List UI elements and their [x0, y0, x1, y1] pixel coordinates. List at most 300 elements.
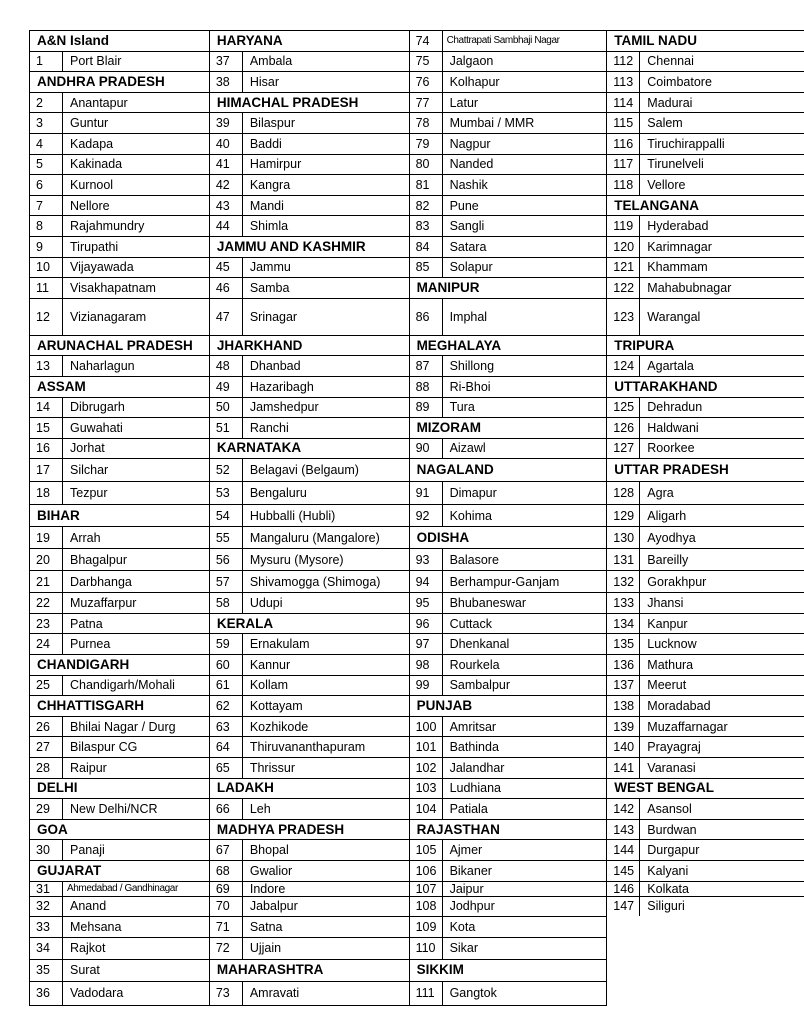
city-row	[210, 376, 409, 397]
city-row	[210, 257, 409, 278]
city-number: 38	[210, 72, 243, 92]
city-name: Haldwani	[647, 420, 699, 435]
city-name: Tezpur	[70, 486, 108, 501]
city-number: 61	[210, 676, 243, 696]
city-name: Srinagar	[249, 309, 298, 324]
city-row	[210, 798, 409, 819]
city-name: Prayagraj	[647, 740, 701, 755]
city-row	[30, 236, 209, 257]
city-number: 24	[30, 634, 63, 654]
city-number: 105	[410, 840, 443, 860]
city-name: Patna	[70, 616, 103, 631]
city-name: Mangaluru (Mangalore)	[249, 530, 380, 545]
state-header	[30, 819, 209, 840]
state-name: HIMACHAL PRADESH	[216, 94, 359, 110]
city-number: 54	[210, 505, 243, 526]
city-name: Ernakulam	[249, 637, 310, 652]
city-number: 113	[607, 72, 640, 92]
city-name: Bhubaneswar	[449, 596, 527, 611]
city-row	[410, 438, 607, 459]
state-header	[607, 376, 804, 397]
city-name: Silchar	[70, 463, 109, 478]
city-name: Tiruchirappalli	[647, 136, 725, 151]
city-number: 51	[210, 418, 243, 438]
city-row	[410, 736, 607, 757]
city-name: Jhansi	[647, 596, 684, 611]
city-name: Gwalior	[249, 863, 293, 878]
city-name: Meerut	[647, 678, 687, 693]
city-row	[607, 654, 804, 675]
city-row	[607, 736, 804, 757]
city-number: 100	[410, 717, 443, 737]
city-row	[607, 112, 804, 133]
city-row	[30, 798, 209, 819]
city-name: Panaji	[70, 843, 105, 858]
city-name: Visakhapatnam	[70, 280, 156, 295]
city-number: 138	[607, 696, 640, 716]
city-name: Bikaner	[449, 863, 492, 878]
city-number: 62	[210, 696, 243, 716]
city-name: Pune	[449, 198, 479, 213]
city-number: 137	[607, 676, 640, 696]
state-header	[210, 959, 409, 981]
city-row	[210, 112, 409, 133]
state-header	[210, 613, 409, 634]
city-number: 35	[30, 960, 63, 981]
state-header	[607, 195, 804, 216]
city-name: Shillong	[449, 359, 495, 374]
city-number: 115	[607, 113, 640, 133]
city-row	[30, 51, 209, 72]
city-name: Kollam	[249, 678, 289, 693]
city-row	[30, 613, 209, 634]
city-number: 142	[607, 799, 640, 819]
city-row	[210, 916, 409, 937]
city-number: 47	[210, 299, 243, 335]
city-name: Kakinada	[70, 157, 123, 172]
city-row	[210, 154, 409, 175]
city-number: 109	[410, 917, 443, 937]
city-number: 34	[30, 938, 63, 959]
city-name: Jabalpur	[249, 899, 298, 914]
city-name: Tirupathi	[70, 239, 119, 254]
city-row	[410, 860, 607, 881]
city-row	[607, 716, 804, 737]
city-name: Nashik	[449, 177, 488, 192]
city-number: 83	[410, 216, 443, 236]
state-header	[410, 526, 607, 548]
city-number: 108	[410, 897, 443, 917]
city-row	[210, 215, 409, 236]
city-row	[607, 757, 804, 778]
state-name: A&N Island	[37, 32, 110, 48]
city-number: 81	[410, 175, 443, 195]
city-number: 86	[410, 299, 443, 335]
state-name: NAGALAND	[416, 462, 494, 478]
city-number: 144	[607, 840, 640, 860]
city-row	[210, 298, 409, 335]
state-header	[210, 438, 409, 459]
state-header	[210, 92, 409, 113]
city-row	[607, 298, 804, 335]
city-name: Mehsana	[70, 919, 122, 934]
column-3	[410, 30, 608, 1006]
city-name: Jammu	[249, 260, 291, 275]
city-row	[210, 504, 409, 526]
city-name: Agra	[647, 486, 674, 501]
state-header	[410, 458, 607, 481]
city-number: 134	[607, 614, 640, 634]
city-row	[410, 592, 607, 613]
city-name: Kota	[449, 919, 476, 934]
city-row	[210, 896, 409, 917]
city-row	[210, 839, 409, 860]
city-name: Patiala	[449, 802, 488, 817]
state-name: MEGHALAYA	[416, 337, 502, 353]
state-name: CHHATTISGARH	[37, 698, 144, 714]
state-header	[410, 277, 607, 298]
city-row	[30, 675, 209, 696]
city-name: Dehradun	[647, 400, 703, 415]
city-number: 2	[30, 93, 63, 113]
city-row	[410, 174, 607, 195]
state-name: LADAKH	[216, 780, 274, 796]
city-number: 124	[607, 356, 640, 376]
state-name: CHANDIGARH	[37, 656, 130, 672]
city-row	[210, 133, 409, 154]
city-row	[607, 798, 804, 819]
city-name: Kanpur	[647, 616, 688, 631]
city-row	[410, 504, 607, 526]
city-number: 110	[410, 938, 443, 959]
city-name: Jalgaon	[449, 54, 494, 69]
state-header	[30, 654, 209, 675]
column-2	[210, 30, 410, 1006]
city-number: 87	[410, 356, 443, 376]
city-name: Chandigarh/Mohali	[70, 678, 175, 693]
city-name: Aizawl	[449, 441, 486, 456]
state-header	[30, 778, 209, 799]
city-number: 41	[210, 155, 243, 175]
city-number: 125	[607, 398, 640, 418]
city-number: 119	[607, 216, 640, 236]
city-row	[30, 839, 209, 860]
city-number: 29	[30, 799, 63, 819]
city-number: 42	[210, 175, 243, 195]
city-name: Dibrugarh	[70, 400, 125, 415]
city-number: 5	[30, 155, 63, 175]
city-name: Kohima	[449, 508, 492, 523]
city-number: 8	[30, 216, 63, 236]
city-number: 95	[410, 593, 443, 613]
city-row	[410, 778, 607, 799]
city-number: 103	[410, 779, 443, 799]
city-row	[30, 757, 209, 778]
city-number: 56	[210, 549, 243, 570]
city-number: 19	[30, 527, 63, 548]
city-name: Kannur	[249, 657, 291, 672]
city-row	[607, 51, 804, 72]
city-name: Bengaluru	[249, 486, 307, 501]
city-name: Asansol	[647, 802, 692, 817]
city-row	[607, 438, 804, 459]
city-row	[30, 397, 209, 418]
city-name: Port Blair	[70, 54, 122, 69]
city-name: Bhopal	[249, 843, 289, 858]
city-row	[410, 397, 607, 418]
city-number: 71	[210, 917, 243, 937]
city-number: 126	[607, 418, 640, 438]
city-name: Kangra	[249, 177, 291, 192]
city-number: 131	[607, 549, 640, 570]
city-row	[410, 896, 607, 917]
city-name: Ludhiana	[449, 781, 502, 796]
city-row	[607, 819, 804, 840]
city-name: Nanded	[449, 157, 494, 172]
city-row	[30, 896, 209, 917]
city-number: 140	[607, 737, 640, 757]
city-row	[30, 959, 209, 981]
city-name: Jodhpur	[449, 899, 495, 914]
city-row	[607, 257, 804, 278]
city-number: 130	[607, 527, 640, 548]
city-number: 135	[607, 634, 640, 654]
city-number: 132	[607, 571, 640, 592]
city-name: Bhilai Nagar / Durg	[70, 719, 176, 734]
city-row	[30, 277, 209, 298]
state-header	[410, 819, 607, 840]
city-name: Vijayawada	[70, 260, 134, 275]
city-number: 53	[210, 482, 243, 504]
state-name: RAJASTHAN	[416, 821, 500, 837]
city-number: 92	[410, 505, 443, 526]
city-row	[30, 458, 209, 481]
city-name: Moradabad	[647, 699, 711, 714]
state-name: MAHARASHTRA	[216, 962, 324, 978]
city-row	[30, 417, 209, 438]
city-row	[30, 481, 209, 504]
city-number: 28	[30, 758, 63, 778]
city-name: Bhagalpur	[70, 552, 127, 567]
city-name: Balasore	[449, 552, 499, 567]
city-name: Khammam	[647, 260, 708, 275]
city-number: 133	[607, 593, 640, 613]
city-number: 123	[607, 299, 640, 335]
city-name: Bilaspur CG	[70, 740, 138, 755]
city-number: 11	[30, 278, 63, 298]
city-row	[607, 236, 804, 257]
city-name: Madurai	[647, 95, 693, 110]
city-number: 84	[410, 237, 443, 257]
city-row	[607, 277, 804, 298]
city-row	[210, 860, 409, 881]
city-name: Vellore	[647, 177, 686, 192]
city-row	[410, 798, 607, 819]
column-1	[29, 30, 210, 1006]
city-name: Siliguri	[647, 899, 685, 914]
city-row	[410, 51, 607, 72]
city-number: 122	[607, 278, 640, 298]
city-row	[30, 716, 209, 737]
city-name: Berhampur-Ganjam	[449, 574, 560, 589]
city-row	[30, 633, 209, 654]
city-row	[607, 860, 804, 881]
city-row	[607, 839, 804, 860]
city-row	[30, 215, 209, 236]
state-name: ODISHA	[416, 529, 470, 545]
city-number: 6	[30, 175, 63, 195]
city-row	[210, 417, 409, 438]
city-name: Amravati	[249, 986, 300, 1001]
city-number: 141	[607, 758, 640, 778]
city-name: Kottayam	[249, 699, 303, 714]
city-name: Rajkot	[70, 941, 106, 956]
state-header	[410, 335, 607, 356]
city-row	[607, 355, 804, 376]
city-row	[607, 633, 804, 654]
city-row	[210, 458, 409, 481]
state-header	[607, 458, 804, 481]
city-name: Anantapur	[70, 95, 128, 110]
state-name: HARYANA	[216, 32, 283, 48]
city-number: 45	[210, 258, 243, 278]
state-name: TRIPURA	[614, 337, 675, 353]
state-header	[410, 959, 607, 981]
city-name: Raipur	[70, 760, 107, 775]
city-row	[607, 592, 804, 613]
city-row	[30, 526, 209, 548]
city-name: Ujjain	[249, 941, 282, 956]
city-number: 66	[210, 799, 243, 819]
city-name: Naharlagun	[70, 359, 135, 374]
city-row	[30, 154, 209, 175]
city-row	[410, 71, 607, 92]
city-row	[410, 298, 607, 335]
state-name: MANIPUR	[416, 279, 480, 295]
city-name: Lucknow	[647, 637, 697, 652]
city-row	[410, 154, 607, 175]
city-number: 21	[30, 571, 63, 592]
city-name: Baddi	[249, 136, 282, 151]
city-name: Purnea	[70, 637, 111, 652]
state-header	[30, 71, 209, 92]
city-number: 39	[210, 113, 243, 133]
city-number: 78	[410, 113, 443, 133]
city-name: Jorhat	[70, 441, 105, 456]
city-row	[607, 548, 804, 570]
city-row	[410, 613, 607, 634]
city-number: 112	[607, 52, 640, 72]
city-name: Ranchi	[249, 420, 289, 435]
city-row	[607, 526, 804, 548]
state-name: UTTAR PRADESH	[614, 462, 729, 478]
state-header	[30, 860, 209, 881]
city-row	[410, 757, 607, 778]
city-row	[410, 675, 607, 696]
city-row	[210, 695, 409, 716]
city-name: Darbhanga	[70, 574, 132, 589]
city-number: 139	[607, 717, 640, 737]
city-row	[410, 839, 607, 860]
city-row	[30, 916, 209, 937]
city-name: Ahmedabad / Gandhinagar	[67, 883, 178, 895]
city-number: 52	[210, 459, 243, 481]
city-number: 22	[30, 593, 63, 613]
city-number: 55	[210, 527, 243, 548]
city-number: 75	[410, 52, 443, 72]
city-number: 37	[210, 52, 243, 72]
city-row	[30, 174, 209, 195]
city-row	[30, 937, 209, 959]
city-table	[29, 30, 804, 1006]
city-name: Kadapa	[70, 136, 114, 151]
city-name: Shimla	[249, 219, 289, 234]
city-row	[410, 195, 607, 216]
city-row	[410, 654, 607, 675]
state-name: SIKKIM	[416, 962, 464, 978]
city-row	[607, 570, 804, 592]
city-row	[607, 417, 804, 438]
city-name: Chennai	[647, 54, 694, 69]
city-number: 67	[210, 840, 243, 860]
city-number: 74	[410, 31, 443, 51]
city-name: Anand	[70, 899, 107, 914]
city-row	[410, 236, 607, 257]
city-number: 60	[210, 655, 243, 675]
city-name: Vizianagaram	[70, 309, 147, 324]
city-row	[210, 736, 409, 757]
city-number: 147	[607, 897, 640, 917]
city-name: Imphal	[449, 309, 488, 324]
city-row	[410, 30, 607, 51]
city-name: Salem	[647, 116, 683, 131]
state-name: UTTARAKHAND	[614, 378, 718, 394]
city-name: Nagpur	[449, 136, 491, 151]
state-name: MIZORAM	[416, 419, 482, 435]
city-number: 30	[30, 840, 63, 860]
city-name: Bathinda	[449, 740, 499, 755]
city-number: 77	[410, 93, 443, 113]
state-name: KARNATAKA	[216, 440, 302, 456]
state-header	[30, 335, 209, 356]
city-row	[410, 355, 607, 376]
city-name: Rourkela	[449, 657, 500, 672]
city-number: 46	[210, 278, 243, 298]
city-row	[410, 92, 607, 113]
city-name: Dhenkanal	[449, 637, 510, 652]
city-number: 63	[210, 717, 243, 737]
city-number: 89	[410, 398, 443, 418]
city-row	[210, 71, 409, 92]
city-row	[410, 981, 607, 1005]
city-number: 143	[607, 820, 640, 840]
city-name: Burdwan	[647, 822, 697, 837]
city-row	[607, 695, 804, 716]
state-header	[607, 30, 804, 51]
state-header	[607, 778, 804, 799]
city-number: 7	[30, 196, 63, 216]
state-name: PUNJAB	[416, 698, 473, 714]
city-number: 9	[30, 237, 63, 257]
city-name: Tura	[449, 400, 475, 415]
city-number: 15	[30, 418, 63, 438]
city-name: Dhanbad	[249, 359, 301, 374]
city-number: 73	[210, 982, 243, 1005]
city-row	[210, 195, 409, 216]
city-name: Guntur	[70, 116, 109, 131]
state-name: ASSAM	[37, 378, 86, 394]
state-name: KERALA	[216, 615, 274, 631]
